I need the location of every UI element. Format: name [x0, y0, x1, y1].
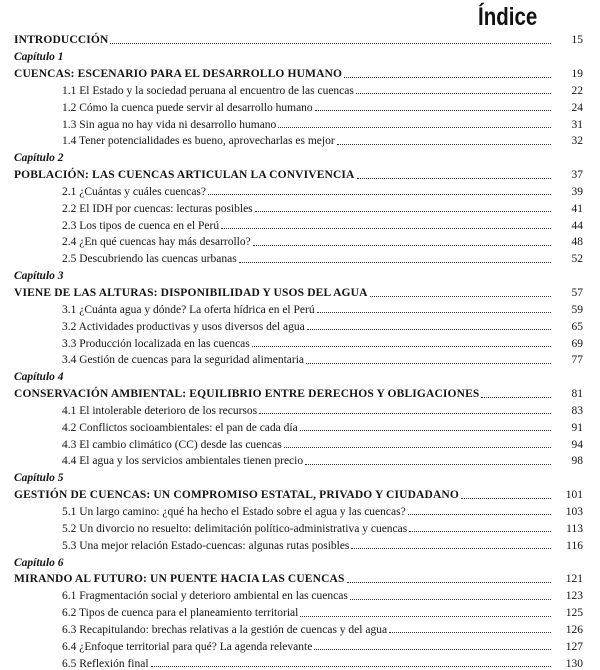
dot-leader	[315, 110, 551, 111]
entry-label: 1.3 Sin agua no hay vida ni desarrollo humano	[62, 118, 277, 131]
dot-leader	[461, 498, 551, 499]
chapter-label: Capítulo 1	[14, 51, 64, 64]
entry-label: 2.2 El IDH por cuencas: lecturas posibles	[62, 202, 253, 215]
dot-leader	[221, 228, 551, 229]
toc-sub-entry	[0, 401, 600, 418]
toc-main-entry	[0, 165, 600, 182]
page-number: 125	[565, 607, 583, 620]
entry-label: 5.3 Una mejor relación Estado-cuencas: algunas rutas posibles	[62, 539, 350, 552]
toc-sub-entry	[0, 182, 600, 199]
dot-leader	[389, 632, 551, 633]
entry-label: 3.4 Gestión de cuencas para la seguridad alimentaria	[62, 354, 305, 367]
chapter-label: Capítulo 3	[14, 270, 64, 283]
chapter-heading	[0, 552, 600, 569]
entry-label: 2.3 Los tipos de cuenca en el Perú	[62, 219, 220, 232]
entry-label: 3.1 ¿Cuánta agua y dónde? La oferta hídrica en el Perú	[62, 303, 315, 316]
page-number: 126	[565, 623, 583, 636]
page-number: 77	[571, 354, 583, 367]
dot-leader	[408, 514, 551, 515]
entry-label: 6.1 Fragmentación social y deterioro ambiental en las cuencas	[62, 590, 348, 603]
toc-sub-entry	[0, 249, 600, 266]
dot-leader	[481, 397, 551, 398]
entry-label: 6.4 ¿Enfoque territorial para qué? La agenda relevante	[62, 640, 313, 653]
toc-sub-entry	[0, 535, 600, 552]
page-number: 41	[571, 202, 583, 215]
dot-leader	[284, 447, 551, 448]
page-number: 44	[571, 219, 583, 232]
page-number: 103	[565, 505, 583, 518]
page-number: 15	[571, 34, 583, 47]
entry-label: 6.3 Recapitulando: brechas relativas a la gestión de cuencas y del agua	[62, 623, 388, 636]
toc-main-entry	[0, 64, 600, 81]
toc-sub-entry	[0, 97, 600, 114]
page-number: 130	[565, 657, 583, 670]
dot-leader	[239, 262, 551, 263]
entry-label: CUENCAS: ESCENARIO PARA EL DESARROLLO HUMANO	[14, 68, 343, 81]
toc-sub-entry	[0, 636, 600, 653]
entry-label: 4.2 Conflictos socioambientales: el pan de cada día	[62, 421, 298, 434]
dot-leader	[305, 464, 551, 465]
dot-leader	[350, 599, 551, 600]
dot-leader	[300, 430, 551, 431]
dot-leader	[110, 43, 551, 44]
page-number: 69	[571, 337, 583, 350]
dot-leader	[252, 346, 551, 347]
entry-label: 6.5 Reflexión final	[62, 657, 149, 670]
page-number: 98	[571, 455, 583, 468]
chapter-label: Capítulo 4	[14, 371, 64, 384]
toc-sub-entry	[0, 300, 600, 317]
toc-sub-entry	[0, 586, 600, 603]
dot-leader	[357, 178, 551, 179]
toc-sub-entry	[0, 114, 600, 131]
page-number: 123	[565, 590, 583, 603]
chapter-heading	[0, 266, 600, 283]
dot-leader	[300, 616, 551, 617]
toc-sub-entry	[0, 232, 600, 249]
chapter-heading	[0, 367, 600, 384]
entry-label: POBLACIÓN: LAS CUENCAS ARTICULAN LA CONVIVENCIA	[14, 169, 355, 182]
toc-sub-entry	[0, 316, 600, 333]
page-number: 19	[571, 68, 583, 81]
toc-sub-entry	[0, 350, 600, 367]
toc-sub-entry	[0, 434, 600, 451]
dot-leader	[344, 77, 551, 78]
chapter-heading	[0, 468, 600, 485]
page-number: 101	[565, 489, 583, 502]
toc-main-entry	[0, 485, 600, 502]
entry-label: 6.2 Tipos de cuenca para el planeamiento territorial	[62, 607, 299, 620]
dot-leader	[370, 296, 551, 297]
entry-label: INTRODUCCIÓN	[14, 34, 109, 47]
dot-leader	[314, 649, 551, 650]
dot-leader	[307, 329, 551, 330]
entry-label: MIRANDO AL FUTURO: UN PUENTE HACIA LAS CUENCAS	[14, 573, 345, 586]
entry-label: CONSERVACIÓN AMBIENTAL: EQUILIBRIO ENTRE DERECHOS Y OBLIGACIONES	[14, 388, 480, 401]
chapter-label: Capítulo 5	[14, 472, 64, 485]
toc-sub-entry	[0, 653, 600, 670]
dot-leader	[255, 211, 551, 212]
page-number: 32	[571, 135, 583, 148]
dot-leader	[278, 127, 551, 128]
page-number: 52	[571, 253, 583, 266]
toc-sub-entry	[0, 451, 600, 468]
page-number: 57	[571, 287, 583, 299]
page-number: 59	[571, 303, 583, 316]
toc-sub-entry	[0, 603, 600, 620]
chapter-heading	[0, 148, 600, 165]
toc-main-entry	[0, 384, 600, 401]
page-number: 37	[571, 169, 583, 182]
entry-label: VIENE DE LAS ALTURAS: DISPONIBILIDAD Y USOS DEL AGUA	[14, 287, 368, 299]
toc-sub-entry	[0, 417, 600, 434]
dot-leader	[306, 363, 551, 364]
page-title: Índice	[477, 3, 537, 31]
toc-main-entry	[0, 569, 600, 586]
entry-label: 2.1 ¿Cuántas y cuáles cuencas?	[62, 185, 207, 198]
page-number: 48	[571, 236, 583, 249]
dot-leader	[356, 93, 551, 94]
page-number: 65	[571, 320, 583, 333]
table-of-contents	[0, 30, 600, 670]
entry-label: 5.2 Un divorcio no resuelto: delimitación político-administrativa y cuencas	[62, 522, 408, 535]
page-number: 91	[571, 421, 583, 434]
entry-label: 1.4 Tener potencialidades es bueno, aprovecharlas es mejor	[62, 135, 335, 148]
dot-leader	[347, 582, 551, 583]
page-number: 127	[565, 640, 583, 653]
entry-label: GESTIÓN DE CUENCAS: UN COMPROMISO ESTATAL, PRIVADO Y CIUDADANO	[14, 489, 459, 502]
page-number: 113	[566, 522, 583, 535]
dot-leader	[259, 413, 551, 414]
toc-sub-entry	[0, 620, 600, 637]
chapter-label: Capítulo 6	[14, 556, 64, 569]
chapter-label: Capítulo 2	[14, 152, 64, 165]
toc-sub-entry	[0, 131, 600, 148]
page-number: 121	[565, 573, 583, 586]
entry-label: 1.2 Cómo la cuenca puede servir al desarrollo humano	[62, 101, 313, 114]
toc-sub-entry	[0, 198, 600, 215]
dot-leader	[351, 548, 551, 549]
page-number: 116	[566, 539, 583, 552]
dot-leader	[208, 194, 551, 195]
dot-leader	[337, 144, 551, 145]
toc-sub-entry	[0, 215, 600, 232]
entry-label: 1.1 El Estado y la sociedad peruana al encuentro de las cuencas	[62, 84, 354, 97]
entry-label: 4.1 El intolerable deterioro de los recursos	[62, 404, 258, 417]
page-number: 81	[571, 388, 583, 401]
page-number: 24	[571, 101, 583, 114]
dot-leader	[409, 531, 551, 532]
toc-main-entry	[0, 283, 600, 300]
toc-sub-entry	[0, 502, 600, 519]
entry-label: 2.5 Descubriendo las cuencas urbanas	[62, 253, 237, 266]
toc-main-entry	[0, 30, 600, 47]
dot-leader	[151, 666, 551, 667]
page-number: 94	[571, 438, 583, 451]
page-number: 22	[571, 84, 583, 97]
entry-label: 2.4 ¿En qué cuencas hay más desarrollo?	[62, 236, 251, 249]
page-number: 83	[571, 404, 583, 417]
dot-leader	[317, 312, 551, 313]
toc-sub-entry	[0, 81, 600, 98]
entry-label: 3.2 Actividades productivas y usos diversos del agua	[62, 320, 305, 333]
entry-label: 4.4 El agua y los servicios ambientales tienen precio	[62, 455, 304, 468]
dot-leader	[253, 245, 551, 246]
chapter-heading	[0, 47, 600, 64]
entry-label: 3.3 Producción localizada en las cuencas	[62, 337, 250, 350]
page-number: 39	[571, 185, 583, 198]
entry-label: 5.1 Un largo camino: ¿qué ha hecho el Estado sobre el agua y las cuencas?	[62, 505, 406, 518]
toc-sub-entry	[0, 518, 600, 535]
page-number: 31	[571, 118, 583, 131]
toc-sub-entry	[0, 333, 600, 350]
entry-label: 4.3 El cambio climático (CC) desde las cuencas	[62, 438, 282, 451]
